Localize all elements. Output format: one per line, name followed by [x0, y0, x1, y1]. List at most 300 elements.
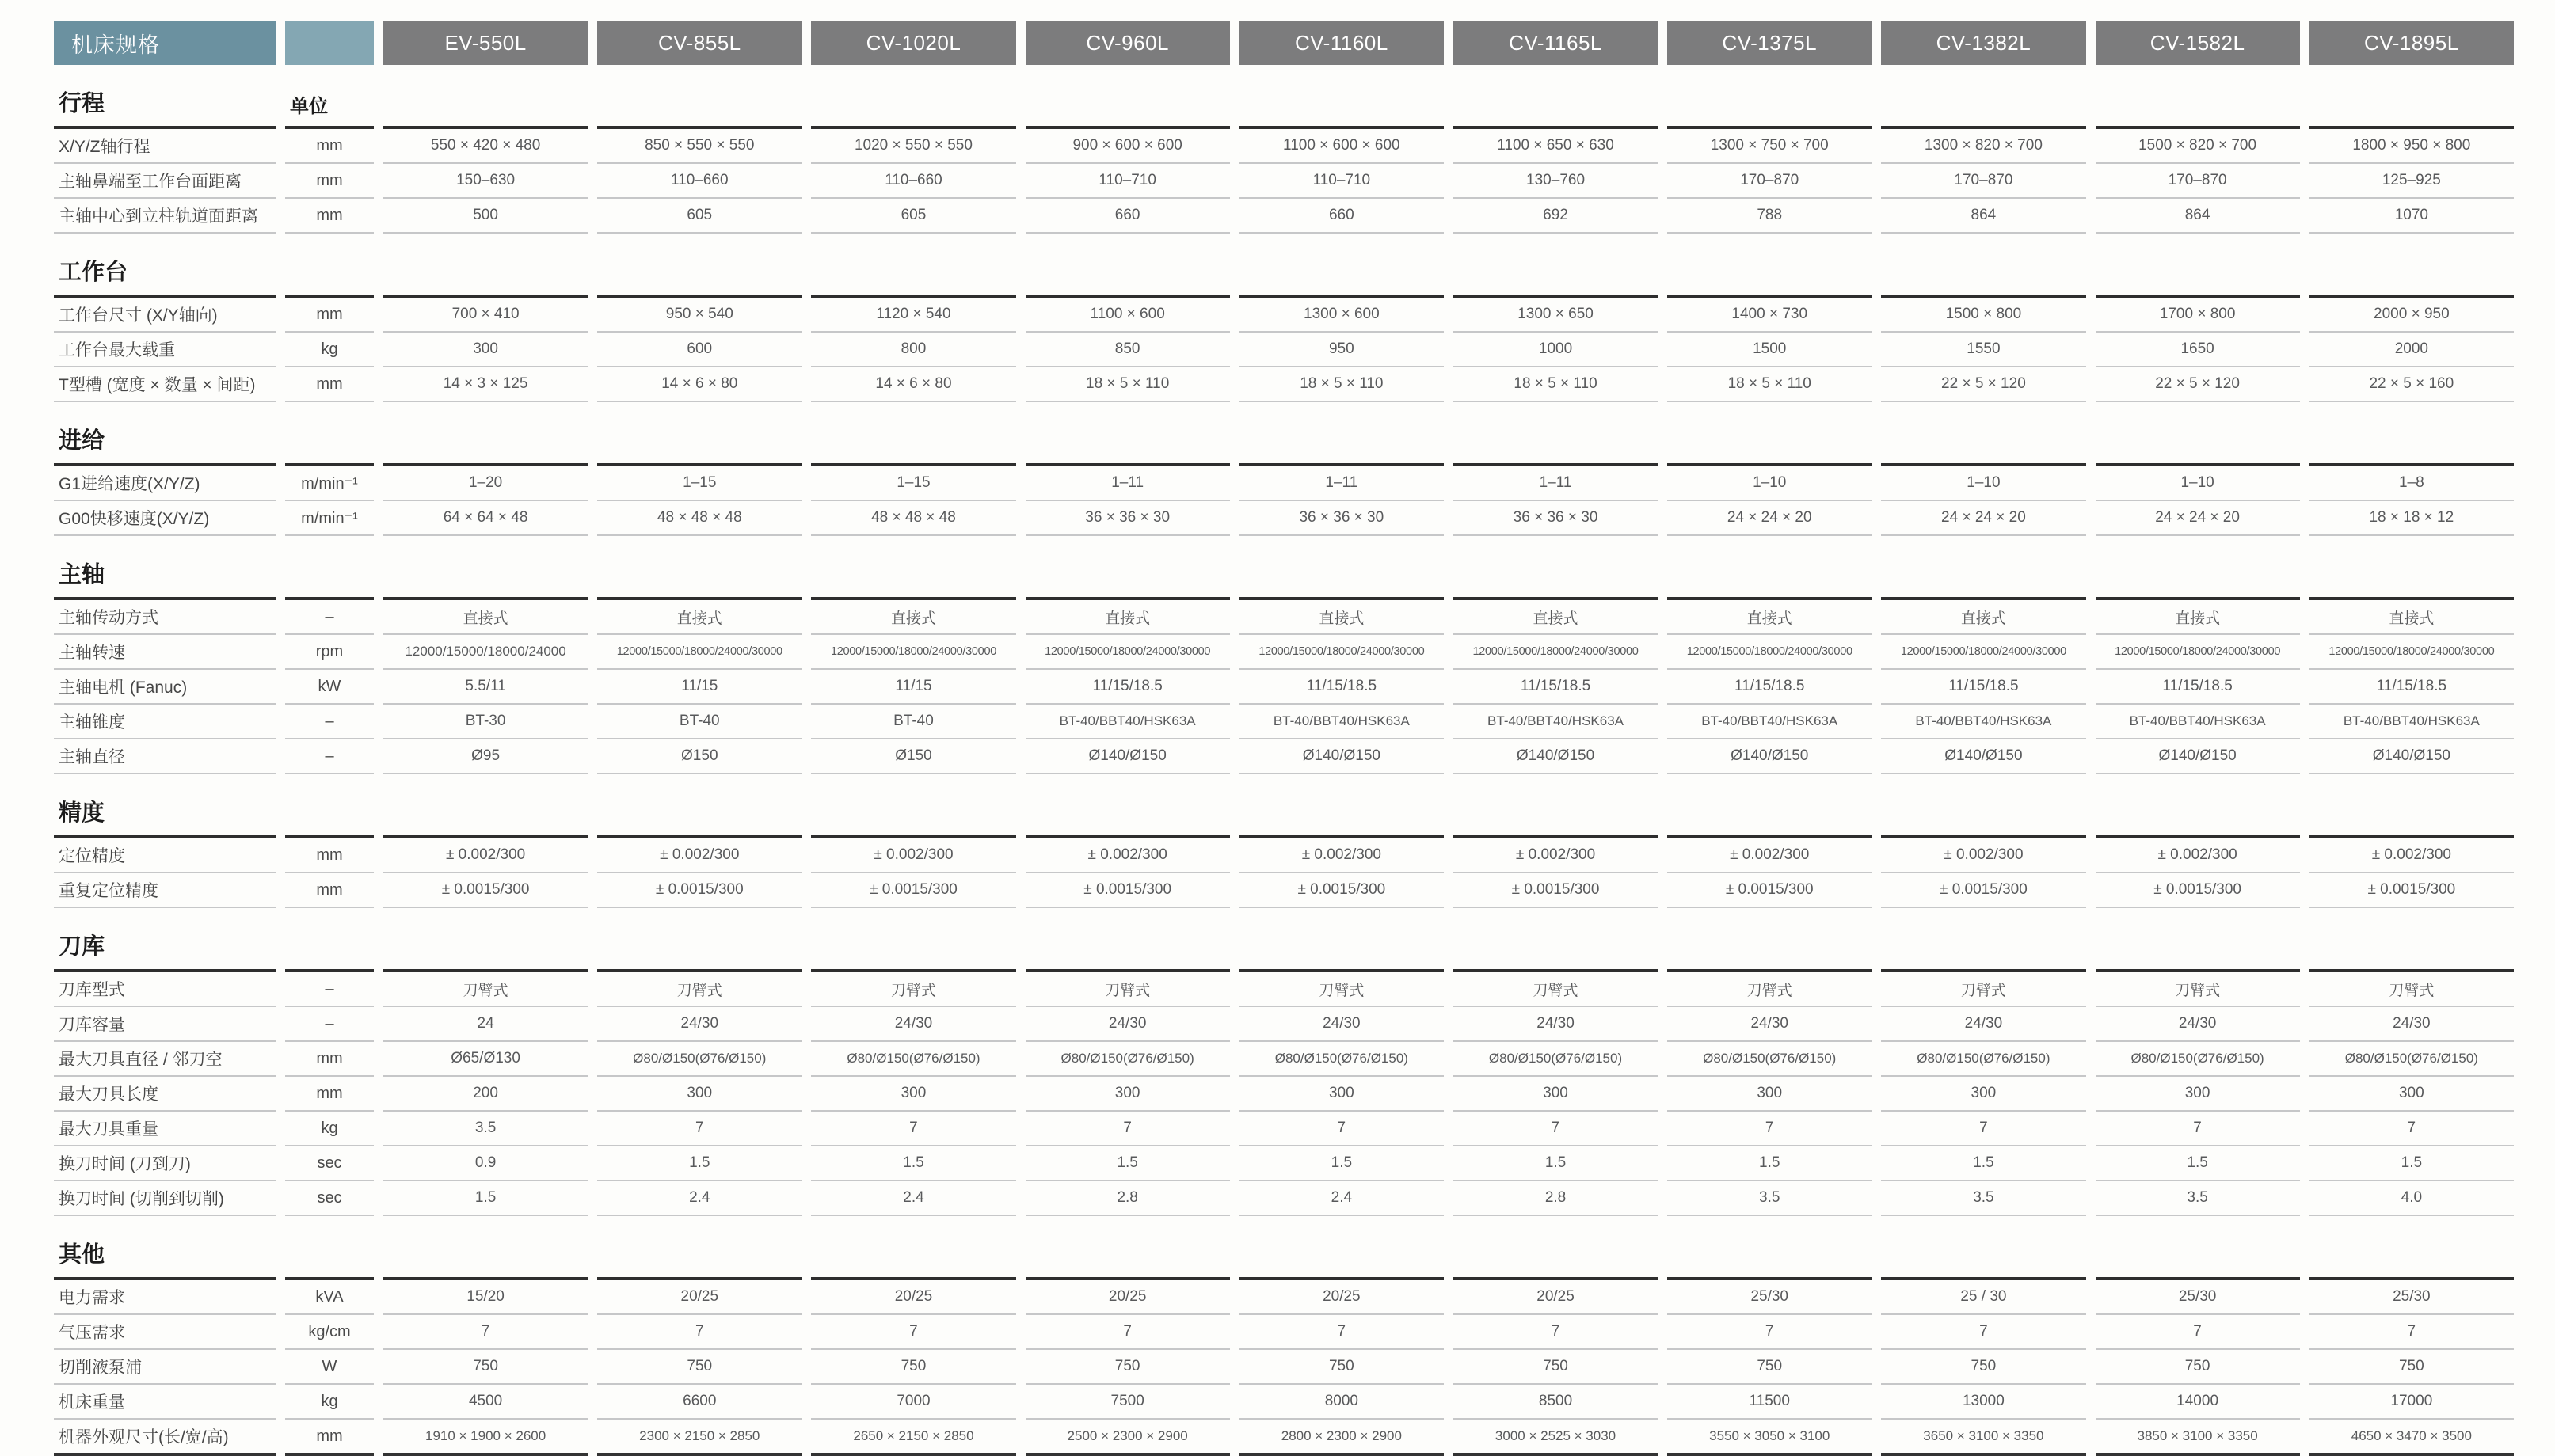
value-cell: 11/15/18.5 [1239, 670, 1444, 705]
value-cell: 12000/15000/18000/24000/30000 [1453, 635, 1658, 670]
value-cell: 6600 [597, 1385, 802, 1420]
value-cell: BT-40/BBT40/HSK63A [2096, 705, 2300, 739]
row-label: 电力需求 [54, 1280, 276, 1315]
value-cell: 1–15 [597, 466, 802, 501]
row-label: 最大刀具重量 [54, 1112, 276, 1146]
value-cell: 12000/15000/18000/24000/30000 [2096, 635, 2300, 670]
table-row [54, 164, 2514, 199]
value-cell: ± 0.002/300 [383, 838, 588, 873]
unit-cell: mm [285, 1077, 374, 1112]
title-filler-cell [597, 402, 802, 466]
title-filler-cell [1881, 774, 2085, 838]
title-filler-cell [2096, 774, 2300, 838]
value-cell: 直接式 [597, 600, 802, 635]
value-cell: 1650 [2096, 333, 2300, 367]
value-cell: 刀臂式 [811, 972, 1015, 1007]
unit-cell: – [285, 705, 374, 739]
value-cell: 1.5 [1239, 1146, 1444, 1181]
value-cell: 5.5/11 [383, 670, 588, 705]
title-filler-cell [1239, 774, 1444, 838]
value-cell: 13000 [1881, 1385, 2085, 1420]
value-cell: 刀臂式 [1453, 972, 1658, 1007]
table-row [54, 838, 2514, 873]
table-row [54, 1146, 2514, 1181]
value-cell: 750 [383, 1350, 588, 1385]
value-cell: 18 × 5 × 110 [1453, 367, 1658, 402]
unit-cell: sec [285, 1146, 374, 1181]
section-title: 其他 [54, 1216, 276, 1280]
value-cell: 12000/15000/18000/24000/30000 [811, 635, 1015, 670]
title-filler-cell [811, 234, 1015, 298]
value-cell: 24/30 [1239, 1007, 1444, 1042]
value-cell: 300 [2096, 1077, 2300, 1112]
row-label: 刀库容量 [54, 1007, 276, 1042]
table-row [54, 1007, 2514, 1042]
value-cell: 950 × 540 [597, 298, 802, 333]
value-cell: 24/30 [1881, 1007, 2085, 1042]
value-cell: 14 × 6 × 80 [597, 367, 802, 402]
unit-column-header [285, 1216, 374, 1280]
value-cell: Ø140/Ø150 [1881, 739, 2085, 774]
unit-cell: sec [285, 1181, 374, 1216]
value-cell: 605 [811, 199, 1015, 234]
unit-cell: kW [285, 670, 374, 705]
value-cell: 125–925 [2309, 164, 2514, 199]
table-row [54, 466, 2514, 501]
value-cell: Ø140/Ø150 [1453, 739, 1658, 774]
title-filler-cell [2096, 65, 2300, 129]
section-title-row [54, 908, 2514, 972]
row-label: 主轴中心到立柱轨道面距离 [54, 199, 276, 234]
title-filler-cell [1667, 1216, 1872, 1280]
value-cell: 24 × 24 × 20 [1667, 501, 1872, 536]
title-filler-cell [1239, 908, 1444, 972]
table-row [54, 873, 2514, 908]
section-title: 进给 [54, 402, 276, 466]
row-label: 主轴鼻端至工作台面距离 [54, 164, 276, 199]
value-cell: 24 × 24 × 20 [2096, 501, 2300, 536]
value-cell: 300 [1667, 1077, 1872, 1112]
value-cell: 2500 × 2300 × 2900 [1026, 1420, 1230, 1456]
section-4 [54, 774, 2514, 908]
title-filler-cell [811, 65, 1015, 129]
value-cell: BT-40/BBT40/HSK63A [1026, 705, 1230, 739]
value-cell: 110–660 [597, 164, 802, 199]
value-cell: 20/25 [1453, 1280, 1658, 1315]
section-title: 工作台 [54, 234, 276, 298]
value-cell: 24/30 [2096, 1007, 2300, 1042]
unit-cell: kg [285, 1112, 374, 1146]
value-cell: 1100 × 600 [1026, 298, 1230, 333]
row-label: 工作台最大载重 [54, 333, 276, 367]
value-cell: 12000/15000/18000/24000 [383, 635, 588, 670]
value-cell: 4650 × 3470 × 3500 [2309, 1420, 2514, 1456]
value-cell: 7 [597, 1112, 802, 1146]
value-cell: 3550 × 3050 × 3100 [1667, 1420, 1872, 1456]
unit-column-header [285, 402, 374, 466]
table-row [54, 129, 2514, 164]
value-cell: 1500 × 820 × 700 [2096, 129, 2300, 164]
value-cell: BT-30 [383, 705, 588, 739]
model-header-cv-1895l: CV-1895L [2309, 21, 2514, 65]
value-cell: 36 × 36 × 30 [1239, 501, 1444, 536]
title-filler-cell [2096, 234, 2300, 298]
value-cell: 4.0 [2309, 1181, 2514, 1216]
unit-column-header: 单位 [285, 65, 374, 129]
value-cell: 1.5 [1453, 1146, 1658, 1181]
value-cell: 刀臂式 [1239, 972, 1444, 1007]
title-filler-cell [1881, 908, 2085, 972]
value-cell: ± 0.0015/300 [2309, 873, 2514, 908]
value-cell: 692 [1453, 199, 1658, 234]
value-cell: 1–10 [1881, 466, 2085, 501]
section-title-row [54, 774, 2514, 838]
value-cell: 300 [2309, 1077, 2514, 1112]
model-header-row [54, 21, 2514, 65]
value-cell: 1.5 [1881, 1146, 2085, 1181]
spec-table-header [54, 21, 2514, 65]
value-cell: Ø80/Ø150(Ø76/Ø150) [811, 1042, 1015, 1077]
table-row [54, 501, 2514, 536]
value-cell: 7 [383, 1315, 588, 1350]
title-filler-cell [597, 536, 802, 600]
title-filler-cell [597, 908, 802, 972]
value-cell: 7 [811, 1315, 1015, 1350]
value-cell: 750 [811, 1350, 1015, 1385]
title-filler-cell [811, 908, 1015, 972]
row-label: 最大刀具长度 [54, 1077, 276, 1112]
value-cell: 20/25 [1026, 1280, 1230, 1315]
value-cell: 1–10 [2096, 466, 2300, 501]
value-cell: 7 [1667, 1315, 1872, 1350]
value-cell: 12000/15000/18000/24000/30000 [2309, 635, 2514, 670]
value-cell: Ø65/Ø130 [383, 1042, 588, 1077]
value-cell: 1–11 [1453, 466, 1658, 501]
value-cell: 11/15/18.5 [1453, 670, 1658, 705]
value-cell: 1120 × 540 [811, 298, 1015, 333]
row-label: 主轴锥度 [54, 705, 276, 739]
value-cell: 1.5 [1667, 1146, 1872, 1181]
title-filler-cell [1667, 402, 1872, 466]
unit-cell: mm [285, 838, 374, 873]
value-cell: 12000/15000/18000/24000/30000 [1667, 635, 1872, 670]
value-cell: 刀臂式 [2096, 972, 2300, 1007]
value-cell: 750 [1026, 1350, 1230, 1385]
unit-column-header [285, 234, 374, 298]
value-cell: Ø140/Ø150 [1239, 739, 1444, 774]
value-cell: 550 × 420 × 480 [383, 129, 588, 164]
value-cell: 4500 [383, 1385, 588, 1420]
value-cell: ± 0.0015/300 [383, 873, 588, 908]
model-header-ev-550l: EV-550L [383, 21, 588, 65]
table-row [54, 705, 2514, 739]
value-cell: 12000/15000/18000/24000/30000 [1881, 635, 2085, 670]
value-cell: 25/30 [2309, 1280, 2514, 1315]
value-cell: 7 [1667, 1112, 1872, 1146]
value-cell: 11/15/18.5 [2096, 670, 2300, 705]
value-cell: 3000 × 2525 × 3030 [1453, 1420, 1658, 1456]
value-cell: Ø80/Ø150(Ø76/Ø150) [1453, 1042, 1658, 1077]
value-cell: 1070 [2309, 199, 2514, 234]
table-row [54, 600, 2514, 635]
section-title-row [54, 1216, 2514, 1280]
value-cell: BT-40/BBT40/HSK63A [2309, 705, 2514, 739]
value-cell: 110–710 [1239, 164, 1444, 199]
section-title-row [54, 402, 2514, 466]
value-cell: 24/30 [1453, 1007, 1658, 1042]
value-cell: 864 [2096, 199, 2300, 234]
value-cell: 22 × 5 × 120 [2096, 367, 2300, 402]
model-header-cv-960l: CV-960L [1026, 21, 1230, 65]
unit-cell: mm [285, 1420, 374, 1456]
value-cell: 24 × 24 × 20 [1881, 501, 2085, 536]
value-cell: 1–20 [383, 466, 588, 501]
model-header-cv-1165l: CV-1165L [1453, 21, 1658, 65]
row-label: 机器外观尺寸(长/宽/高) [54, 1420, 276, 1456]
unit-cell: kVA [285, 1280, 374, 1315]
value-cell: 2.8 [1026, 1181, 1230, 1216]
value-cell: BT-40 [811, 705, 1015, 739]
value-cell: 2.4 [1239, 1181, 1444, 1216]
value-cell: 3.5 [383, 1112, 588, 1146]
unit-cell: m/min⁻¹ [285, 466, 374, 501]
value-cell: 750 [597, 1350, 802, 1385]
model-header-cv-1582l: CV-1582L [2096, 21, 2300, 65]
value-cell: 1300 × 650 [1453, 298, 1658, 333]
value-cell: 11500 [1667, 1385, 1872, 1420]
value-cell: 22 × 5 × 160 [2309, 367, 2514, 402]
value-cell: Ø80/Ø150(Ø76/Ø150) [2096, 1042, 2300, 1077]
model-header-cv-1375l: CV-1375L [1667, 21, 1872, 65]
value-cell: 直接式 [1881, 600, 2085, 635]
value-cell: 300 [1026, 1077, 1230, 1112]
unit-cell: mm [285, 873, 374, 908]
value-cell: 24/30 [2309, 1007, 2514, 1042]
table-row [54, 670, 2514, 705]
unit-column-header [285, 908, 374, 972]
table-row [54, 1315, 2514, 1350]
value-cell: 直接式 [1026, 600, 1230, 635]
value-cell: 11/15/18.5 [1881, 670, 2085, 705]
value-cell: 12000/15000/18000/24000/30000 [1239, 635, 1444, 670]
value-cell: ± 0.002/300 [1026, 838, 1230, 873]
title-filler-cell [1667, 774, 1872, 838]
table-row [54, 1077, 2514, 1112]
value-cell: 1.5 [597, 1146, 802, 1181]
table-row [54, 333, 2514, 367]
value-cell: 1100 × 650 × 630 [1453, 129, 1658, 164]
value-cell: 850 × 550 × 550 [597, 129, 802, 164]
value-cell: 24/30 [1667, 1007, 1872, 1042]
section-title-row [54, 234, 2514, 298]
value-cell: 36 × 36 × 30 [1453, 501, 1658, 536]
value-cell: Ø80/Ø150(Ø76/Ø150) [1881, 1042, 2085, 1077]
value-cell: ± 0.0015/300 [2096, 873, 2300, 908]
value-cell: 750 [1881, 1350, 2085, 1385]
unit-cell: kg [285, 1385, 374, 1420]
value-cell: 1500 [1667, 333, 1872, 367]
value-cell: 7000 [811, 1385, 1015, 1420]
value-cell: 20/25 [811, 1280, 1015, 1315]
value-cell: 2.8 [1453, 1181, 1658, 1216]
value-cell: 2.4 [811, 1181, 1015, 1216]
unit-cell: – [285, 1007, 374, 1042]
value-cell: 700 × 410 [383, 298, 588, 333]
title-filler-cell [2309, 65, 2514, 129]
model-header-cv-1160l: CV-1160L [1239, 21, 1444, 65]
title-filler-cell [2096, 908, 2300, 972]
table-row [54, 298, 2514, 333]
value-cell: 750 [1239, 1350, 1444, 1385]
table-row [54, 1280, 2514, 1315]
value-cell: 刀臂式 [1881, 972, 2085, 1007]
value-cell: 300 [811, 1077, 1015, 1112]
value-cell: BT-40/BBT40/HSK63A [1239, 705, 1444, 739]
section-1 [54, 234, 2514, 402]
value-cell: 11/15/18.5 [1026, 670, 1230, 705]
value-cell: 刀臂式 [1026, 972, 1230, 1007]
value-cell: 20/25 [1239, 1280, 1444, 1315]
value-cell: 14 × 6 × 80 [811, 367, 1015, 402]
unit-cell: W [285, 1350, 374, 1385]
value-cell: 1300 × 820 × 700 [1881, 129, 2085, 164]
value-cell: 2000 × 950 [2309, 298, 2514, 333]
title-filler-cell [383, 234, 588, 298]
title-filler-cell [1453, 536, 1658, 600]
value-cell: ± 0.0015/300 [1667, 873, 1872, 908]
row-label: 主轴传动方式 [54, 600, 276, 635]
value-cell: 18 × 18 × 12 [2309, 501, 2514, 536]
unit-cell: kg/cm [285, 1315, 374, 1350]
model-header-cv-1020l: CV-1020L [811, 21, 1015, 65]
value-cell: 1–11 [1026, 466, 1230, 501]
value-cell: 8500 [1453, 1385, 1658, 1420]
title-filler-cell [1881, 1216, 2085, 1280]
value-cell: Ø140/Ø150 [1667, 739, 1872, 774]
title-filler-cell [2096, 402, 2300, 466]
value-cell: 1800 × 950 × 800 [2309, 129, 2514, 164]
value-cell: 14000 [2096, 1385, 2300, 1420]
row-label: T型槽 (宽度 × 数量 × 间距) [54, 367, 276, 402]
section-3 [54, 536, 2514, 774]
unit-cell: mm [285, 199, 374, 234]
value-cell: 2300 × 2150 × 2850 [597, 1420, 802, 1456]
value-cell: 1000 [1453, 333, 1658, 367]
value-cell: ± 0.0015/300 [811, 873, 1015, 908]
title-filler-cell [597, 234, 802, 298]
value-cell: 直接式 [1453, 600, 1658, 635]
value-cell: 300 [383, 333, 588, 367]
title-filler-cell [811, 536, 1015, 600]
value-cell: 11/15/18.5 [2309, 670, 2514, 705]
row-label: 气压需求 [54, 1315, 276, 1350]
value-cell: 2000 [2309, 333, 2514, 367]
title-filler-cell [2309, 908, 2514, 972]
table-title: 机床规格 [54, 21, 276, 65]
value-cell: ± 0.002/300 [811, 838, 1015, 873]
value-cell: 0.9 [383, 1146, 588, 1181]
value-cell: 7 [1239, 1315, 1444, 1350]
section-title: 主轴 [54, 536, 276, 600]
value-cell: 300 [1453, 1077, 1658, 1112]
value-cell: BT-40 [597, 705, 802, 739]
value-cell: 605 [597, 199, 802, 234]
value-cell: 300 [1239, 1077, 1444, 1112]
title-filler-cell [2096, 536, 2300, 600]
section-title: 精度 [54, 774, 276, 838]
title-filler-cell [383, 908, 588, 972]
value-cell: Ø80/Ø150(Ø76/Ø150) [1239, 1042, 1444, 1077]
value-cell: 1910 × 1900 × 2600 [383, 1420, 588, 1456]
table-row [54, 1042, 2514, 1077]
value-cell: 22 × 5 × 120 [1881, 367, 2085, 402]
unit-cell: mm [285, 1042, 374, 1077]
value-cell: 300 [1881, 1077, 2085, 1112]
section-title: 刀库 [54, 908, 276, 972]
value-cell: 1.5 [2096, 1146, 2300, 1181]
value-cell: 18 × 5 × 110 [1239, 367, 1444, 402]
table-row [54, 1350, 2514, 1385]
title-filler-cell [383, 774, 588, 838]
title-filler-cell [597, 774, 802, 838]
row-label: 换刀时间 (切削到切削) [54, 1181, 276, 1216]
value-cell: 25 / 30 [1881, 1280, 2085, 1315]
title-filler-cell [2309, 774, 2514, 838]
value-cell: 刀臂式 [1667, 972, 1872, 1007]
row-label: 机床重量 [54, 1385, 276, 1420]
table-row [54, 1385, 2514, 1420]
row-label: 工作台尺寸 (X/Y轴向) [54, 298, 276, 333]
value-cell: 25/30 [1667, 1280, 1872, 1315]
value-cell: 788 [1667, 199, 1872, 234]
value-cell: Ø140/Ø150 [2096, 739, 2300, 774]
row-label: 主轴直径 [54, 739, 276, 774]
value-cell: 600 [597, 333, 802, 367]
title-filler-cell [2096, 1216, 2300, 1280]
unit-column-header-cell [285, 21, 374, 65]
row-label: 定位精度 [54, 838, 276, 873]
title-filler-cell [1667, 234, 1872, 298]
value-cell: 直接式 [383, 600, 588, 635]
value-cell: ± 0.0015/300 [1239, 873, 1444, 908]
table-row [54, 739, 2514, 774]
value-cell: 8000 [1239, 1385, 1444, 1420]
section-6 [54, 1216, 2514, 1456]
title-filler-cell [1239, 402, 1444, 466]
value-cell: 7 [1453, 1315, 1658, 1350]
value-cell: 12000/15000/18000/24000/30000 [597, 635, 802, 670]
value-cell: Ø150 [597, 739, 802, 774]
value-cell: 7 [2309, 1112, 2514, 1146]
value-cell: 直接式 [811, 600, 1015, 635]
value-cell: ± 0.002/300 [1881, 838, 2085, 873]
value-cell: 130–760 [1453, 164, 1658, 199]
title-filler-cell [383, 402, 588, 466]
table-row [54, 1181, 2514, 1216]
value-cell: 950 [1239, 333, 1444, 367]
title-filler-cell [383, 1216, 588, 1280]
title-filler-cell [1026, 774, 1230, 838]
unit-cell: – [285, 972, 374, 1007]
title-filler-cell [811, 402, 1015, 466]
value-cell: 1400 × 730 [1667, 298, 1872, 333]
unit-cell: – [285, 739, 374, 774]
value-cell: 18 × 5 × 110 [1667, 367, 1872, 402]
value-cell: 18 × 5 × 110 [1026, 367, 1230, 402]
value-cell: ± 0.0015/300 [1881, 873, 2085, 908]
value-cell: ± 0.002/300 [1453, 838, 1658, 873]
value-cell: 7 [1881, 1112, 2085, 1146]
